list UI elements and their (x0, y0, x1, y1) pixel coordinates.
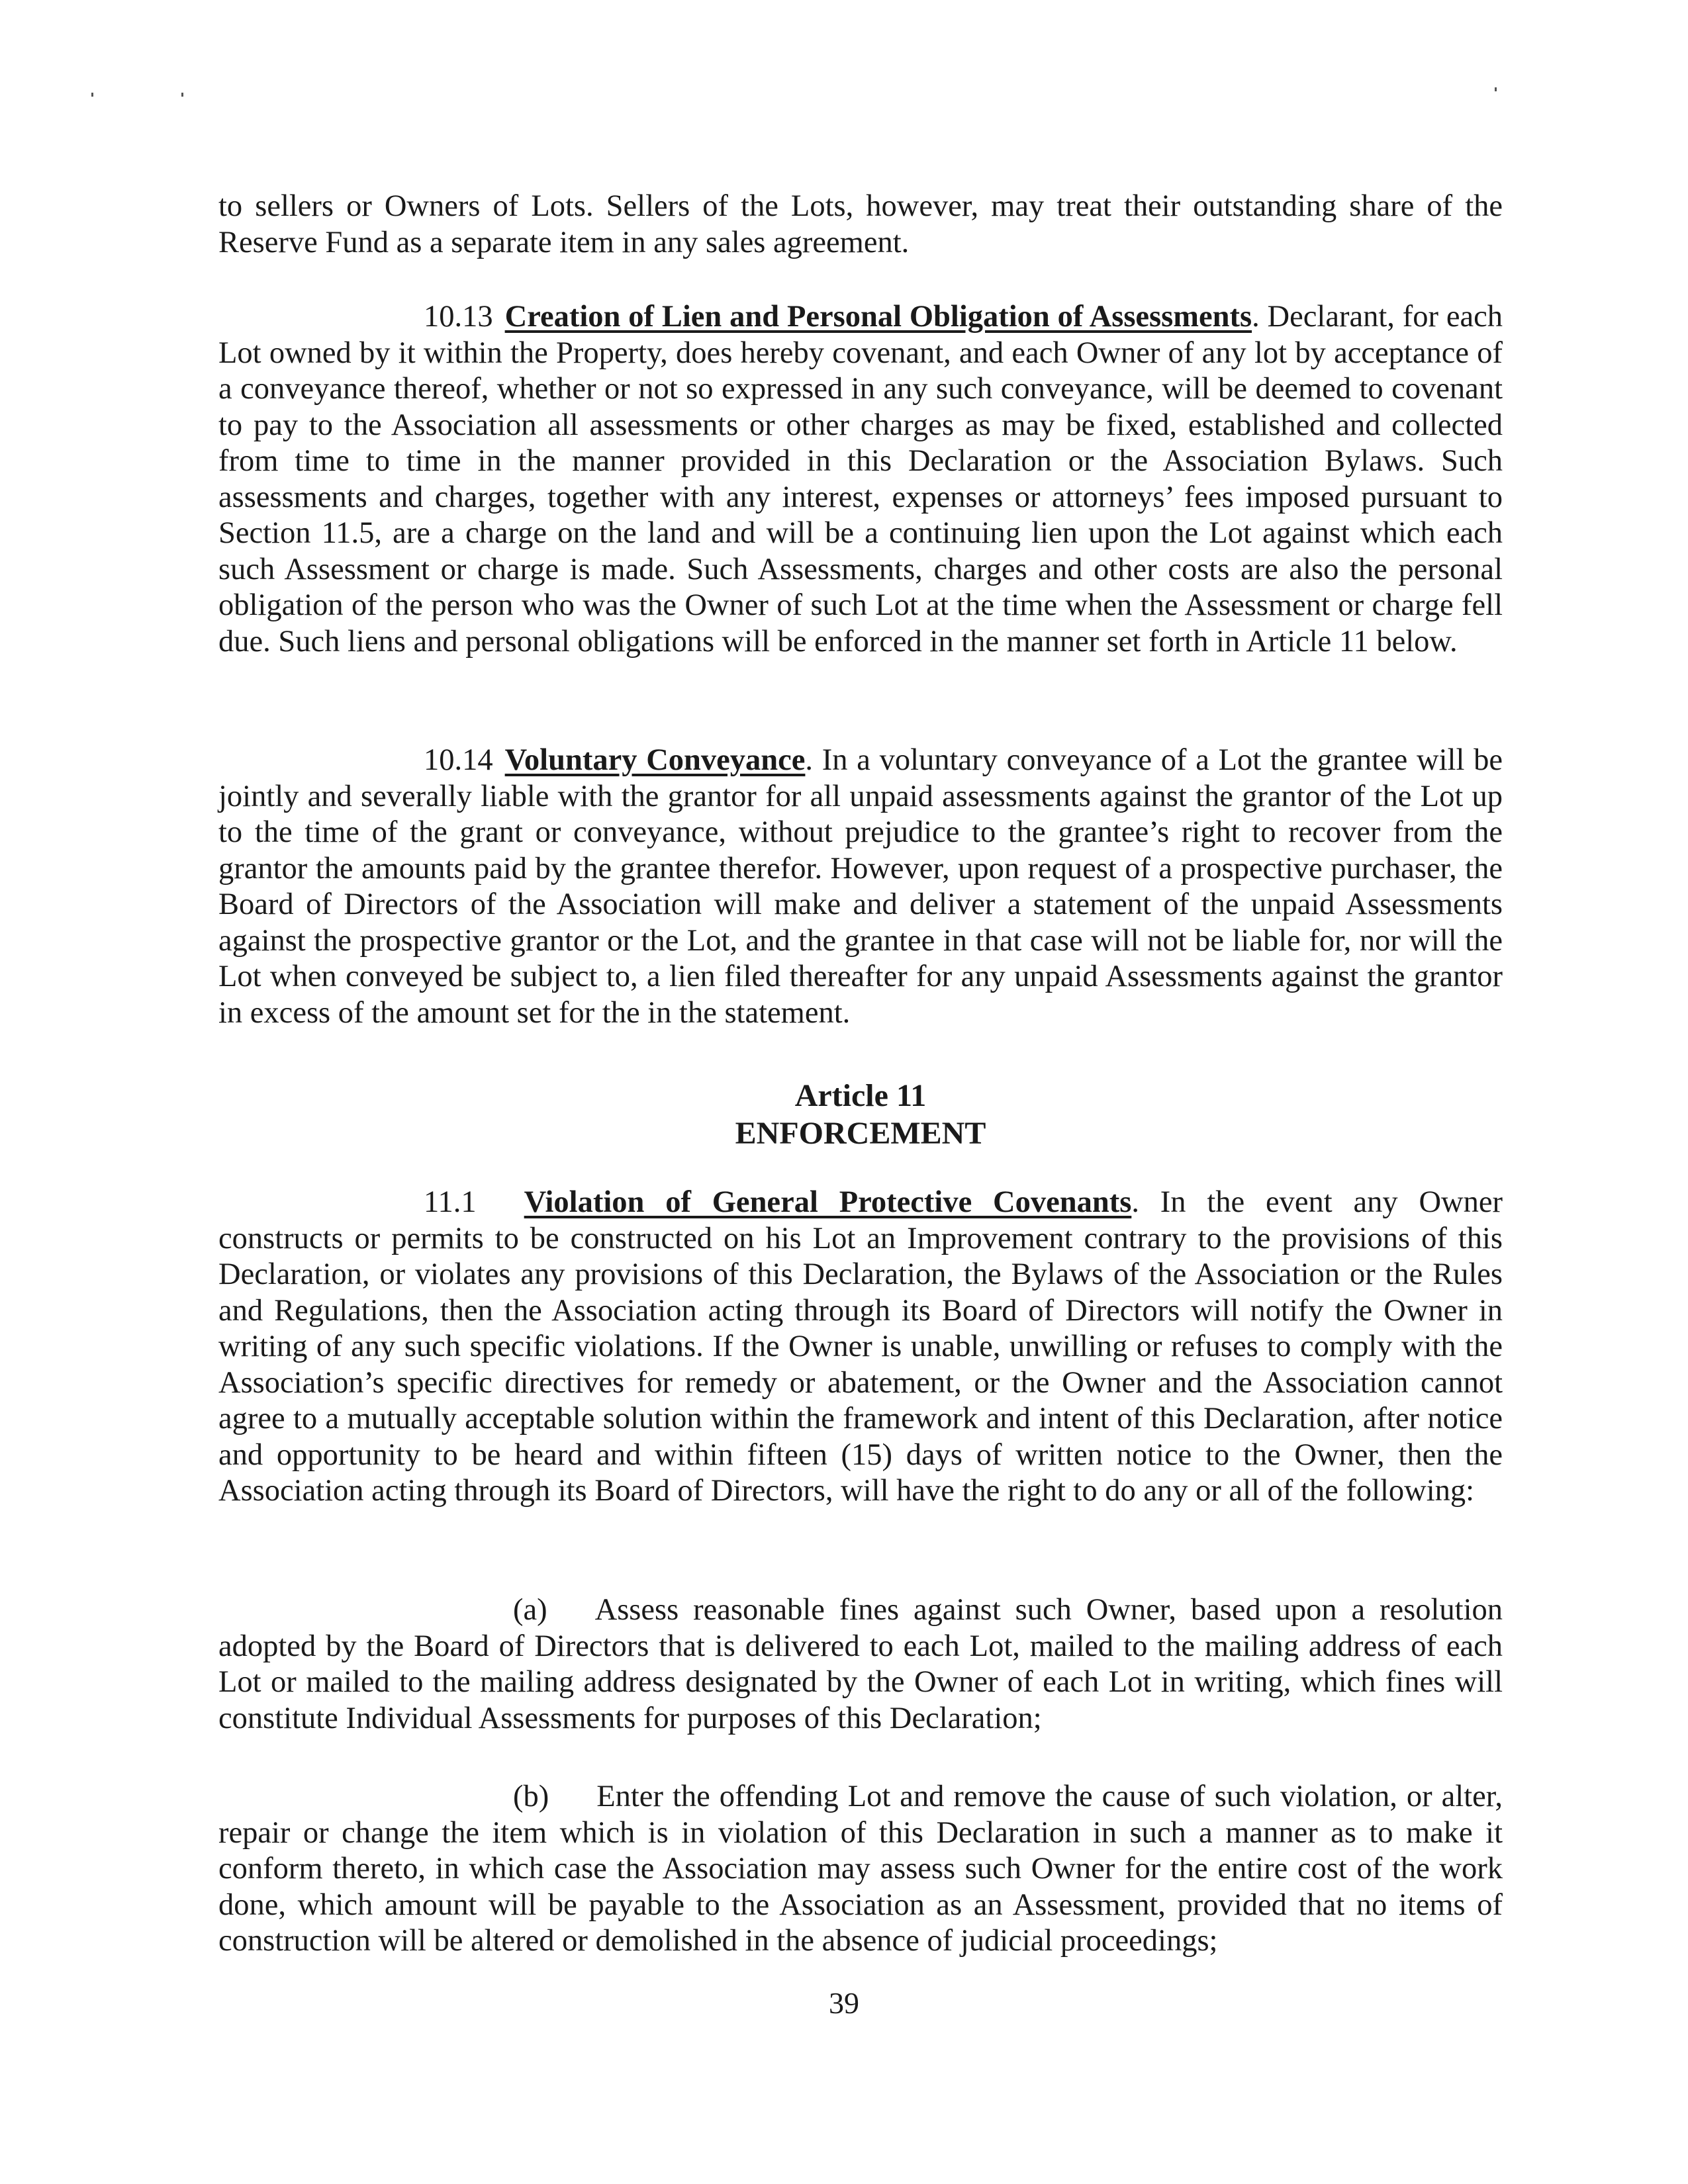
section-11-1 (218, 1185, 1503, 1510)
section-body: . Declarant, for each Lot owned by it within the Property, does hereby covenant, and each Owner of any lot by acceptance of a conveyance thereof, whether or not so expressed in any such conveyance, will be deemed to covenant to pay to the Association all assessments or other charges as may be fixed, established and collected from time to time in the manner provided in this Declaration or the Association Bylaws. Such assessments and charges, together with any interest, expenses or attorneys’ fees imposed pursuant to Section 11.5, are a charge on the land and will be a continuing lien upon the Lot against which each such Assessment or charge is made. Such Assessments, charges and other costs are also the personal obligation of the person who was the Owner of such Lot at the time when the Assessment or charge fell due. Such liens and personal obligations will be enforced in the manner set forth in Article 11 below. (218, 300, 1503, 659)
list-item-body: Assess reasonable fines against such Owner, based upon a resolution adopted by the Board of Directors that is delivered to each Lot, mailed to the mailing address of each Lot or mailed to the mailing address designated by the Owner of each Lot in writing, which fines will constitute Individual Assessments for purposes of this Declaration; (218, 1593, 1503, 1735)
section-number: 11.1 (424, 1185, 477, 1219)
list-item-label: (b) (513, 1780, 549, 1813)
section-title: Violation of General Protective Covenants (524, 1185, 1132, 1219)
scan-speck (91, 93, 93, 97)
section-body: . In a voluntary conveyance of a Lot the grantee will be jointly and severally liable with the grantor for all unpaid assessments against the grantor of the Lot up to the time of the grant or conveyance, without prejudice to the grantee’s right to recover from the grantor the amounts paid by the grantee therefor. However, upon request of a prospective purchaser, the Board of Directors of the Association will make and deliver a statement of the unpaid Assessments against the prospective grantor or the Lot, and the grantee in that case will not be liable for, nor will the Lot when conveyed be subject to, a lien filed thereafter for any unpaid Assessments against the grantor in excess of the amount set for the in the statement. (218, 743, 1503, 1030)
scan-speck (1495, 87, 1497, 91)
list-item-body: Enter the offending Lot and remove the cause of such violation, or alter, repair or change the item which is in violation of this Declaration in such a manner as to make it conform thereto, in which case the Association may assess such Owner for the entire cost of the work done, which amount will be payable to the Association as an Assessment, provided that no items of construction will be altered or demolished in the absence of judicial proceedings; (218, 1780, 1503, 1958)
page-number: 39 (829, 1986, 859, 2020)
section-10-14 (218, 743, 1503, 1031)
article-number-heading: Article 11 (794, 1078, 927, 1113)
continuation-paragraph: to sellers or Owners of Lots. Sellers of the Lots, however, may treat their outstanding share of the Reserve Fund as a separate item in any sales agreement. (218, 189, 1503, 259)
list-item-label: (a) (513, 1593, 547, 1627)
list-item-b (218, 1779, 1503, 1960)
section-title: Creation of Lien and Personal Obligation of Assessments (504, 300, 1252, 334)
section-title: Voluntary Conveyance (504, 743, 806, 777)
scan-speck (181, 93, 183, 97)
section-number: 10.13 (424, 300, 493, 334)
list-item-a (218, 1592, 1503, 1737)
section-number: 10.14 (424, 743, 493, 777)
article-title-heading: ENFORCEMENT (735, 1116, 986, 1151)
section-10-13 (218, 299, 1503, 660)
section-body: . In the event any Owner constructs or permits to be constructed on his Lot an Improvement contrary to the provisions of this Declaration, or violates any provisions of this Declaration, the Bylaws of the Association or the Rules and Regulations, then the Association acting through its Board of Directors will notify the Owner in writing of any such specific violations. If the Owner is unable, unwilling or refuses to comply with the Association’s specific directives for remedy or abatement, or the Owner and the Association cannot agree to a mutually acceptable solution within the framework and intent of this Declaration, after notice and opportunity to be heard and within fifteen (15) days of written notice to the Owner, then the Association acting through its Board of Directors, will have the right to do any or all of the following: (218, 1185, 1503, 1508)
